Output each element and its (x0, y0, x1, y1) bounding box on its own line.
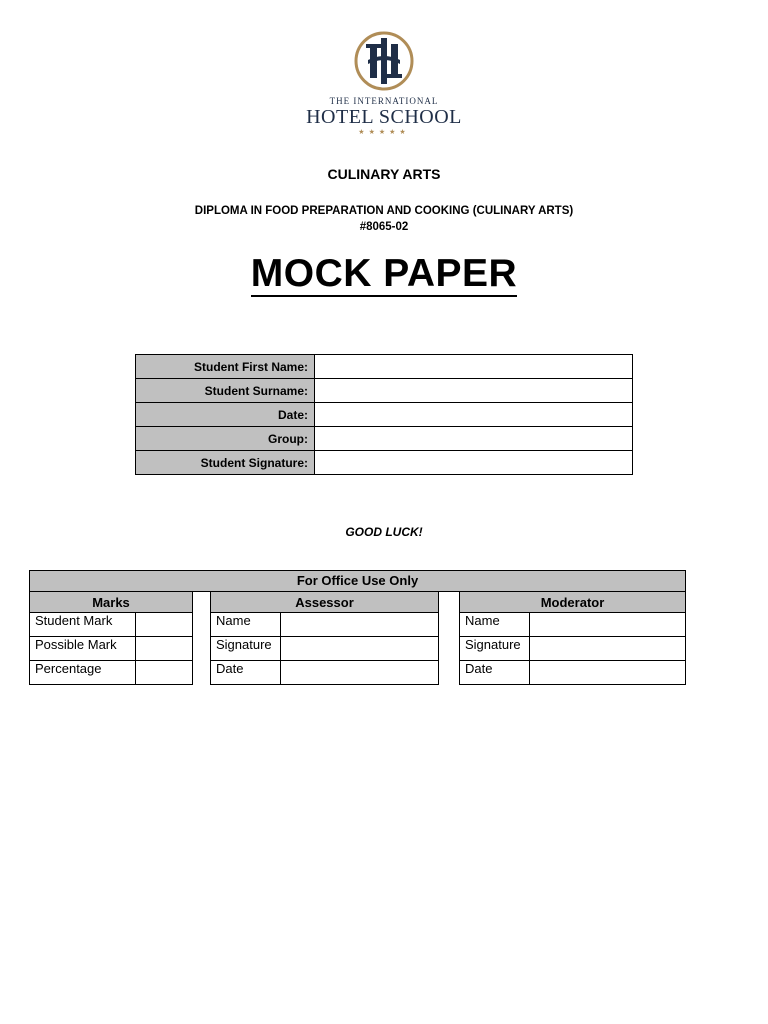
student-signature-field[interactable] (315, 451, 633, 475)
assessor-name-label: Name (211, 613, 281, 637)
office-use-header: For Office Use Only (29, 570, 686, 592)
logo-stars: ★★★★★ (358, 129, 410, 136)
diploma-code: #8065-02 (359, 221, 409, 233)
student-first-name-field[interactable] (315, 355, 633, 379)
possible-mark-label: Possible Mark (30, 637, 136, 661)
table-row (460, 613, 686, 637)
moderator-name-label: Name (460, 613, 530, 637)
table-row (460, 637, 686, 661)
date-row (136, 403, 633, 427)
date-label: Date: (136, 403, 315, 427)
assessor-date-label: Date (211, 661, 281, 685)
possible-mark-field[interactable] (136, 637, 193, 661)
student-signature-row (136, 451, 633, 475)
student-surname-row (136, 379, 633, 403)
moderator-signature-label: Signature (460, 637, 530, 661)
group-field[interactable] (315, 427, 633, 451)
table-row (211, 637, 439, 661)
table-row (30, 637, 193, 661)
table-row (30, 613, 193, 637)
percentage-label: Percentage (30, 661, 136, 685)
student-surname-label: Student Surname: (136, 379, 315, 403)
marks-heading: Marks (30, 592, 193, 613)
moderator-date-field[interactable] (530, 661, 686, 685)
hotel-school-crest-icon (348, 30, 420, 92)
date-field[interactable] (315, 403, 633, 427)
assessor-signature-field[interactable] (281, 637, 439, 661)
student-surname-field[interactable] (315, 379, 633, 403)
table-row (211, 661, 439, 685)
student-mark-label: Student Mark (30, 613, 136, 637)
moderator-name-field[interactable] (530, 613, 686, 637)
assessor-heading: Assessor (211, 592, 439, 613)
table-row (30, 661, 193, 685)
moderator-date-label: Date (460, 661, 530, 685)
diploma-title: DIPLOMA IN FOOD PREPARATION AND COOKING (CULINARY ARTS) (194, 205, 574, 217)
logo-school-name: HOTEL SCHOOL (306, 106, 462, 128)
percentage-field[interactable] (136, 661, 193, 685)
student-details-table (135, 354, 633, 475)
moderator-heading: Moderator (460, 592, 686, 613)
subject-heading: CULINARY ARTS (327, 166, 441, 182)
page-title (0, 252, 768, 296)
hotel-school-logo (302, 30, 466, 142)
marks-table (29, 591, 193, 685)
group-label: Group: (136, 427, 315, 451)
page-title-text: MOCK PAPER (250, 252, 518, 295)
student-first-name-row (136, 355, 633, 379)
diploma-heading (0, 203, 768, 235)
table-row (211, 613, 439, 637)
good-luck-message: GOOD LUCK! (345, 525, 423, 539)
table-row (460, 661, 686, 685)
student-first-name-label: Student First Name: (136, 355, 315, 379)
group-row (136, 427, 633, 451)
assessor-table (210, 591, 439, 685)
assessor-name-field[interactable] (281, 613, 439, 637)
assessor-signature-label: Signature (211, 637, 281, 661)
moderator-table (459, 591, 686, 685)
moderator-signature-field[interactable] (530, 637, 686, 661)
assessor-date-field[interactable] (281, 661, 439, 685)
logo-tagline: THE INTERNATIONAL (329, 96, 439, 106)
student-signature-label: Student Signature: (136, 451, 315, 475)
student-mark-field[interactable] (136, 613, 193, 637)
